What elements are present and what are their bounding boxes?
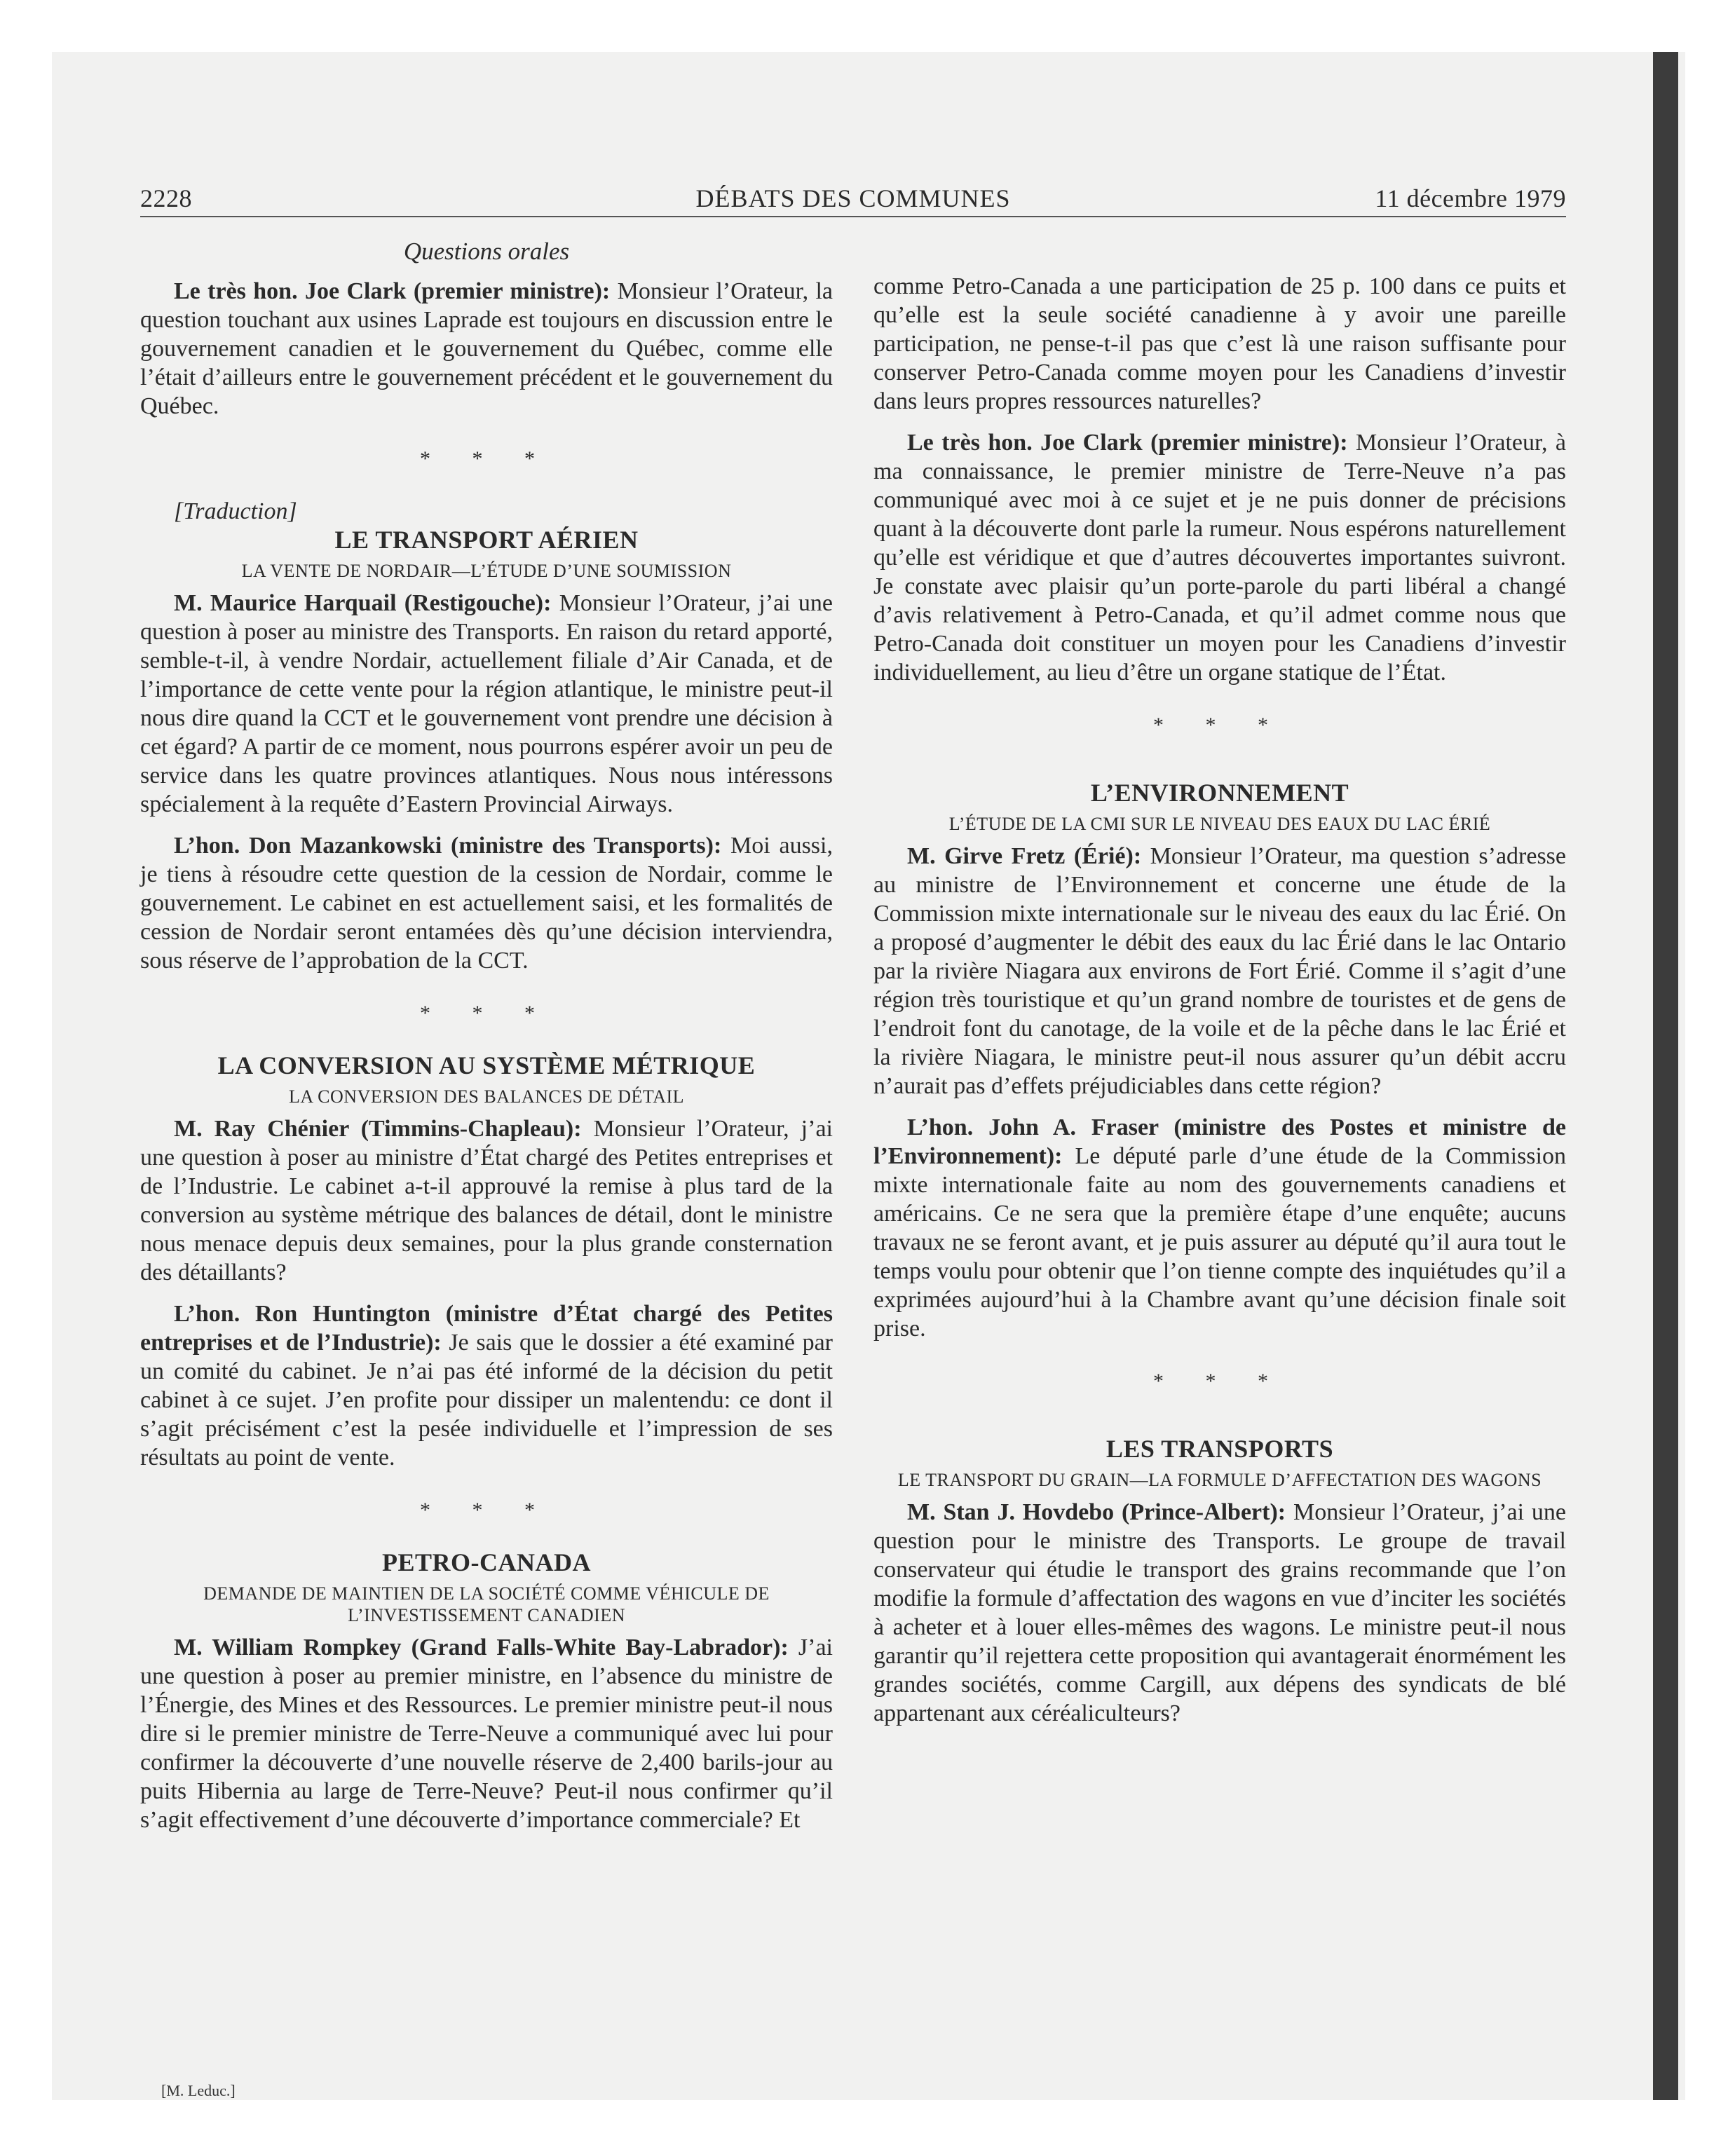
- spacer: [873, 763, 1566, 779]
- page-header: [140, 184, 1566, 216]
- section-heading: LE TRANSPORT AÉRIEN: [334, 526, 639, 554]
- speaker: Le très hon. Joe Clark (premier ministre):: [907, 430, 1348, 456]
- speaker: M. William Rompkey (Grand Falls-White Bay-Labrador):: [174, 1635, 789, 1660]
- paragraph: [140, 1299, 833, 1472]
- speaker: M. Stan J. Hovdebo (Prince-Albert):: [907, 1499, 1286, 1525]
- section-subheading: L’ÉTUDE DE LA CMI SUR LE NIVEAU DES EAUX DU LAC ÉRIÉ: [948, 814, 1491, 834]
- speech-text: J’ai une question à poser au premier ministre, en l’absence du ministre de l’Énergie, des Mines et des Ressources. Le premier ministre peut-il nous dire si le premier ministre de Terre-Neuve a communiqué avec lui pour confirmer la découverte d’une nouvelle réserve de 2,400 barils-jour au puits Hibernia au large de Terre-Neuve? Peut-il nous confirmer qu’il s’agit effectivement d’une découverte d’importance commerciale? Et: [140, 1635, 833, 1833]
- scan-edge-bar: [1653, 52, 1678, 2100]
- speech-text: Monsieur l’Orateur, à ma connaissance, le premier ministre de Terre-Neuve n’a pas communiqué avec moi à ce sujet et je ne puis donner de précisions quant à la découverte dont parle la rumeur. Nous espérons naturellement qu’elle est véridique et que d’autres découvertes importantes suivront. Je constate avec plaisir qu’un porte-parole du parti libéral a changé d’avis relativement à Petro-Canada, et qu’il admet comme nous que Petro-Canada doit constituer un moyen pour les Canadiens d’investir individuellement, au lieu d’être un organe statique de l’État.: [873, 430, 1566, 685]
- publication-title: DÉBATS DES COMMUNES: [695, 184, 1011, 212]
- traduction-note: [Traduction]: [174, 498, 297, 524]
- speaker: L’hon. Ron Huntington (ministre d’État chargé des Petites entreprises et de l’Industrie):: [140, 1301, 833, 1356]
- paragraph: [140, 277, 833, 421]
- page-number: 2228: [140, 184, 192, 212]
- section-subheading: LA CONVERSION DES BALANCES DE DÉTAIL: [288, 1086, 685, 1107]
- section-heading: LA CONVERSION AU SYSTÈME MÉTRIQUE: [217, 1051, 756, 1079]
- speech-text: comme Petro-Canada a une participation de 25 p. 100 dans ce puits et qu’elle est la seule société canadienne à y avoir une pareille participation, ne pense-t-il pas que c’est là une raison suffisante pour conserver Petro-Canada comme moyen pour les Canadiens d’investir dans leurs propres ressources naturelles?: [873, 273, 1566, 414]
- speech-text: Monsieur l’Orateur, j’ai une question à poser au ministre d’État chargé des Petites entreprises et de l’Industrie. Le cabinet a-t-il approuvé la remise à plus tard de la conversion au système métrique des balances de détail, dont le ministre nous menace depuis deux semaines, pour la plus grande consternation des détaillants?: [140, 1116, 833, 1285]
- speaker: L’hon. Don Mazankowski (ministre des Transports):: [174, 833, 722, 859]
- paragraph: [873, 272, 1566, 416]
- section-label: Questions orales: [403, 238, 570, 265]
- section-separator: * * *: [1153, 1370, 1286, 1393]
- section-subheading: DEMANDE DE MAINTIEN DE LA SOCIÉTÉ COMME VÉHICULE DE L’INVESTISSEMENT CANADIEN: [203, 1583, 770, 1625]
- paragraph: [140, 1114, 833, 1287]
- speech-text: Monsieur l’Orateur, j’ai une question à poser au ministre des Transports. En raison du retard apporté, semble-t-il, à vendre Nordair, actuellement filiale d’Air Canada, et de l’importance de cette vente pour la région atlantique, le ministre peut-il nous dire quand la CCT et le gouvernement vont prendre une décision à cet égard? A partir de ce moment, nous pourrons espérer avoir un peu de service dans les quatre provinces atlantiques. Nous nous intéressons spécialement à la requête d’Eastern Provincial Airways.: [140, 590, 833, 817]
- speech-text: Monsieur l’Orateur, la question touchant aux usines Laprade est toujours en discussion entre le gouvernement canadien et le gouvernement du Québec, comme elle l’était d’ailleurs entre le gouvernement précédent et le gouvernement du Québec.: [140, 278, 833, 419]
- section-separator: * * *: [420, 447, 553, 470]
- left-column: [140, 231, 833, 1834]
- speaker: Le très hon. Joe Clark (premier ministre):: [174, 278, 611, 304]
- footer-note: [M. Leduc.]: [161, 2082, 236, 2099]
- paragraph: [873, 1113, 1566, 1343]
- column-top-spacer: [873, 231, 1566, 272]
- spacer: [873, 1419, 1566, 1435]
- speaker: M. Maurice Harquail (Restigouche):: [174, 590, 552, 616]
- speech-text: Je sais que le dossier a été examiné par un comité du cabinet. Je n’ai pas été informé de la décision du petit cabinet à ce sujet. J’en profite pour dissiper un malentendu: ce dont il s’agit précisément c’est la pesée individuelle et l’impression de ses résultats au point de vente.: [140, 1330, 833, 1471]
- section-separator: * * *: [420, 1002, 553, 1025]
- paragraph: [873, 428, 1566, 687]
- section-heading: L’ENVIRONNEMENT: [1090, 779, 1349, 807]
- page-date: 11 décembre 1979: [1375, 184, 1566, 212]
- speaker: M. Ray Chénier (Timmins-Chapleau):: [174, 1116, 582, 1142]
- section-separator: * * *: [420, 1499, 553, 1522]
- section-subheading: LE TRANSPORT DU GRAIN—LA FORMULE D’AFFECTATION DES WAGONS: [897, 1470, 1542, 1490]
- speech-text: Monsieur l’Orateur, ma question s’adresse au ministre de l’Environnement et concerne une étude de la Commission mixte internationale sur le niveau des eaux du lac Érié. On a proposé d’augmenter le débit des eaux du lac Érié dans le lac Ontario par la rivière Niagara aux environs de Fort Érié. Comme il s’agit d’une région très touristique et qu’un grand nombre de touristes et de gens de l’endroit font du canotage, de la voile et de la pêche dans le lac Érié et la rivière Niagara, le ministre peut-il nous assurer qu’un débit accru n’aurait pas d’effets préjudiciables dans cette région?: [873, 843, 1567, 1099]
- section-heading: LES TRANSPORTS: [1105, 1435, 1334, 1463]
- speech-text: Monsieur l’Orateur, j’ai une question pour le ministre des Transports. Le groupe de travail conservateur qui étudie le transport des grains recommande que l’on modifie la formule d’affectation des wagons en vue d’inciter les sociétés à acheter et à louer elles-mêmes des wagons. Le ministre peut-il nous garantir qu’il rejettera cette proposition qui avantagerait énormément les grandes sociétés, comme Cargill, aux dépens des syndicats de blé appartenant aux céréaliculteurs?: [873, 1499, 1567, 1726]
- paragraph: [140, 1633, 833, 1834]
- header-rule: [140, 216, 1566, 217]
- speech-text: Moi aussi, je tiens à résoudre cette question de la cession de Nordair, comme le gouvernement. Le cabinet en est actuellement saisi, et les formalités de cession de Nordair seront entamées dès qu’une décision interviendra, sous réserve de l’approbation de la CCT.: [140, 833, 833, 974]
- section-heading: PETRO-CANADA: [382, 1548, 591, 1576]
- paragraph: [140, 589, 833, 819]
- speaker: L’hon. John A. Fraser (ministre des Postes et ministre de l’Environnement):: [873, 1114, 1566, 1169]
- speaker: M. Girve Fretz (Érié):: [907, 843, 1142, 869]
- paragraph: [873, 1498, 1566, 1728]
- section-subheading: LA VENTE DE NORDAIR—L’ÉTUDE D’UNE SOUMISSION: [241, 561, 732, 581]
- paragraph: [873, 842, 1566, 1100]
- paragraph: [140, 831, 833, 975]
- speech-text: Le député parle d’une étude de la Commission mixte internationale faite au nom des gouvernements canadiens et américains. Ce ne sera que la première étape d’une enquête; aucuns travaux ne se feront avant, et je puis assurer au député qu’il aura tout le temps voulu pour obtenir que l’on tienne compte des inquiétudes qu’il a exprimées aujourd’hui à la Chambre avant qu’une décision finale soit prise.: [873, 1143, 1566, 1342]
- right-column: [873, 231, 1566, 1728]
- section-separator: * * *: [1153, 714, 1286, 737]
